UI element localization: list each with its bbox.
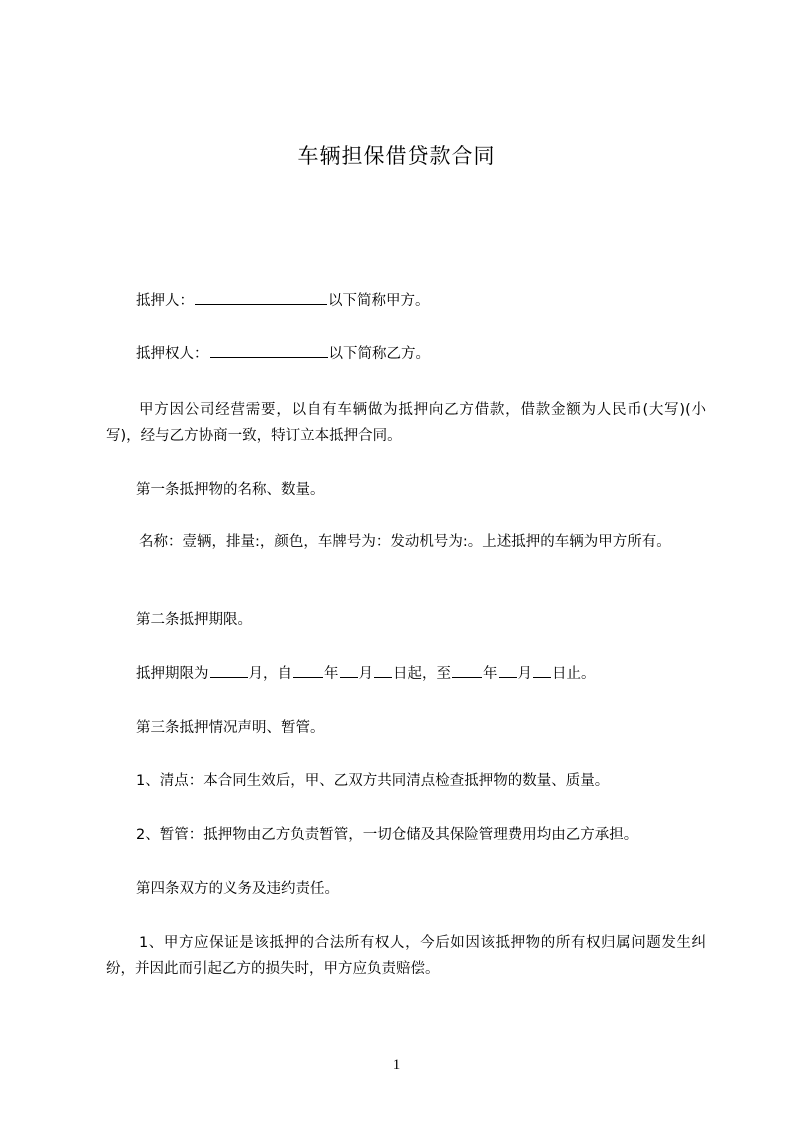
end-day-unit: 日止。 xyxy=(552,666,596,682)
mortgagor-blank xyxy=(195,290,327,305)
end-year-blank xyxy=(452,663,482,678)
start-month-unit: 月 xyxy=(358,666,373,682)
article1-body: 名称：壹辆，排量:，颜色，车牌号为：发动机号为:。上述抵押的车辆为甲方所有。 xyxy=(139,534,671,550)
mortgagee-suffix: 以下简称乙方。 xyxy=(328,346,430,362)
mortgagor-suffix: 以下简称甲方。 xyxy=(328,293,430,309)
article3-title: 第三条抵押情况声明、暂管。 xyxy=(136,720,325,736)
page-number: 1 xyxy=(392,1057,401,1073)
article4-title: 第四条双方的义务及违约责任。 xyxy=(136,881,339,897)
mortgagor-line xyxy=(106,288,706,314)
mortgagee-line xyxy=(106,341,706,367)
article3-item1: 1、清点：本合同生效后，甲、乙双方共同清点检查抵押物的数量、质量。 xyxy=(136,773,610,789)
article4-item1: 1、甲方应保证是该抵押的合法所有权人，今后如因该抵押物的所有权归属问题发生纠纷，并因此而引起乙方的损失时，甲方应负责赔偿。 xyxy=(106,935,706,977)
term-month-unit: 月，自 xyxy=(248,666,292,682)
mortgagee-label: 抵押权人： xyxy=(136,346,209,362)
document-title: 车辆担保借贷款合同 xyxy=(297,144,496,168)
end-day-blank xyxy=(533,663,551,678)
start-year-blank xyxy=(293,663,323,678)
article2-title: 第二条抵押期限。 xyxy=(136,612,252,628)
term-prefix: 抵押期限为 xyxy=(136,666,209,682)
end-month-blank xyxy=(499,663,517,678)
end-month-unit: 月 xyxy=(517,666,532,682)
start-day-unit: 日起，至 xyxy=(393,666,451,682)
term-line xyxy=(106,661,706,687)
mortgagee-blank xyxy=(210,343,328,358)
article3-item2: 2、暂管：抵押物由乙方负责暂管，一切仓储及其保险管理费用均由乙方承担。 xyxy=(136,827,639,843)
start-year-unit: 年 xyxy=(324,666,339,682)
start-month-blank xyxy=(340,663,358,678)
term-months-blank xyxy=(210,663,248,678)
article1-title: 第一条抵押物的名称、数量。 xyxy=(136,482,325,498)
end-year-unit: 年 xyxy=(483,666,498,682)
mortgagor-label: 抵押人： xyxy=(136,293,194,309)
intro-paragraph: 甲方因公司经营需要，以自有车辆做为抵押向乙方借款，借款金额为人民币(大写)(小写)，经与乙方协商一致，特订立本抵押合同。 xyxy=(106,402,706,444)
start-day-blank xyxy=(374,663,392,678)
